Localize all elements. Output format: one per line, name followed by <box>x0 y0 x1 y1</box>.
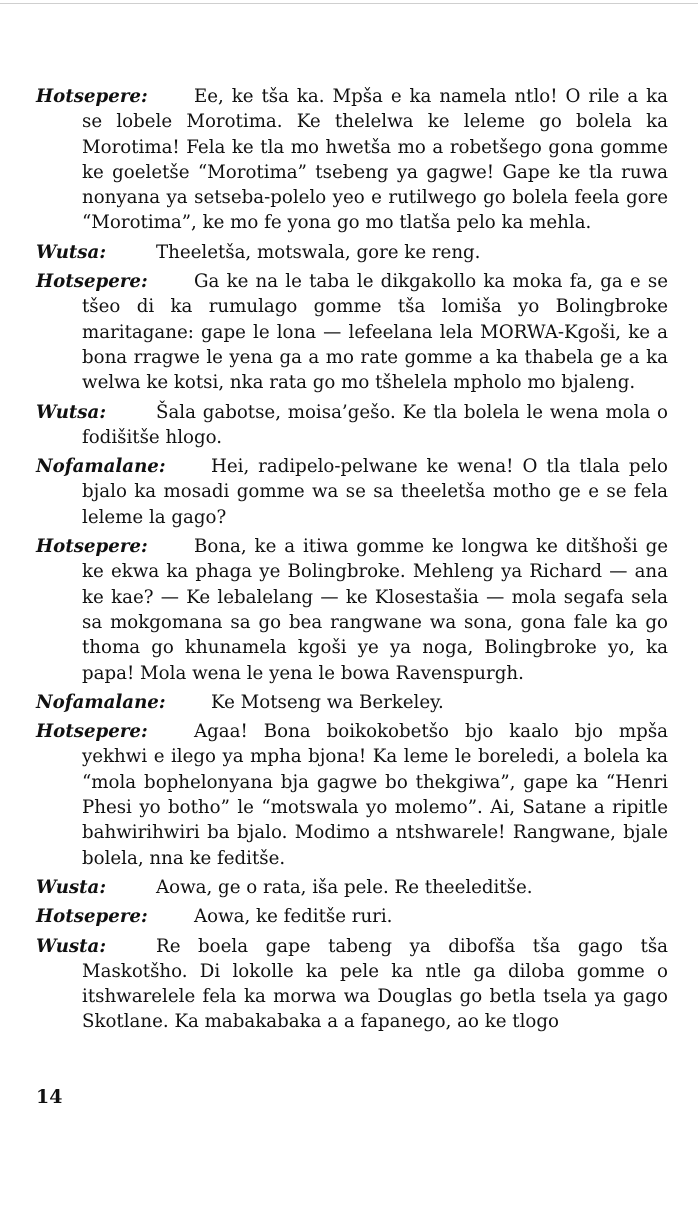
speech-text: Hei, radipelo-pelwane ke wena! O tla tlala pelo bjalo ka mosadi gomme wa se sa theeletša motho ge e se fela leleme la gago? <box>82 456 668 528</box>
speaker-name: Wutsa: <box>36 241 107 263</box>
speaker-name: Hotsepere: <box>36 906 148 928</box>
speech <box>36 690 668 715</box>
page-body <box>36 84 668 1039</box>
speaker-name: Hotsepere: <box>36 536 148 558</box>
speech <box>36 934 668 1035</box>
speech-text: Theeletša, motswala, gore ke reng. <box>156 241 481 263</box>
speech <box>36 269 668 395</box>
speech-text: Ga ke na le taba le dikgakollo ka moka fa, ga e se tšeo di ka rumulago gomme tša lomiša yo Bolingbroke maritagane: gape le lona — lefeelana lela MORWA-Kgoši, ke a bona rragwe le yena ga a mo rate gomme a ka thabela ge a ka welwa ke kotsi, nka rata go mo tšhelela mpholo mo bjaleng. <box>82 271 668 394</box>
speaker-name: Wusta: <box>36 876 107 898</box>
speech-text: Aowa, ke feditše ruri. <box>194 906 393 928</box>
speech <box>36 400 668 451</box>
speech <box>36 84 668 236</box>
speaker-name: Hotsepere: <box>36 271 148 293</box>
page-number: 14 <box>36 1086 63 1108</box>
speaker-name: Wusta: <box>36 935 107 957</box>
speech-text: Šala gabotse, moisa’gešo. Ke tla bolela le wena mola o fodišitše hlogo. <box>82 401 668 448</box>
speech <box>36 454 668 530</box>
speech <box>36 240 668 265</box>
speaker-name: Nofamalane: <box>36 456 166 478</box>
speech <box>36 719 668 871</box>
speaker-name: Wutsa: <box>36 401 107 423</box>
speech-text: Re boela gape tabeng ya dibofša tša gago tša Maskotšho. Di lokolle ka pele ka ntle ga diloba gomme o itshwarelele fela ka morwa wa Douglas go betla tsela ya gago Skotlane. Ka mabakabaka a a fapanego, ao ke tlogo <box>82 935 668 1033</box>
speech-text: Bona, ke a itiwa gomme ke longwa ke ditšhoši ge ke ekwa ka phaga ye Bolingbroke. Mehleng ya Richard — ana ke kae? — Ke lebalelang — ke Klosestašia — mola segafa sela sa mokgomana sa go bea rangwane wa sona, gona fale ka go thoma go khunamela kgoši ye ya noga, Bolingbroke yo, ka papa! Mola wena le yena le bowa Ravenspurgh. <box>82 536 668 684</box>
speech <box>36 904 668 929</box>
speaker-name: Hotsepere: <box>36 721 148 743</box>
speaker-name: Nofamalane: <box>36 691 166 713</box>
speech <box>36 875 668 900</box>
speech-text: Aowa, ge o rata, iša pele. Re theeleditše. <box>156 876 533 898</box>
speech-text: Ee, ke tša ka. Mpša e ka namela ntlo! O rile a ka se lobele Morotima. Ke thelelwa ke leleme go bolela ka Morotima! Fela ke tla mo hwetša mo a robetšego gona gomme ke goeletše “Morotima” tsebeng ya gagwe! Gape ke tla ruwa nonyana ya setseba-polelo yeo e rutilwego go bolela feela gore “Morotima”, ke mo fe yona go mo tlatša pelo ka mehla. <box>82 86 668 234</box>
speaker-name: Hotsepere: <box>36 86 148 107</box>
speech-text: Ke Motseng wa Berkeley. <box>211 691 444 713</box>
speech-text: Agaa! Bona boikokobetšo bjo kaalo bjo mpša yekhwi e ilego ya mpha bjona! Ka leme le boreledi, a bolela ka “mola bophelonyana bja gagwe bo thekgiwa”, gape ka “Henri Phesi yo botho” le “motswala yo molemo”. Ai, Satane a ripitle bahwirihwiri ba bjalo. Modimo a ntshwarele! Rangwane, bjale bolela, nna ke feditše. <box>82 721 668 869</box>
page-top-edge <box>0 0 698 4</box>
speech <box>36 534 668 686</box>
